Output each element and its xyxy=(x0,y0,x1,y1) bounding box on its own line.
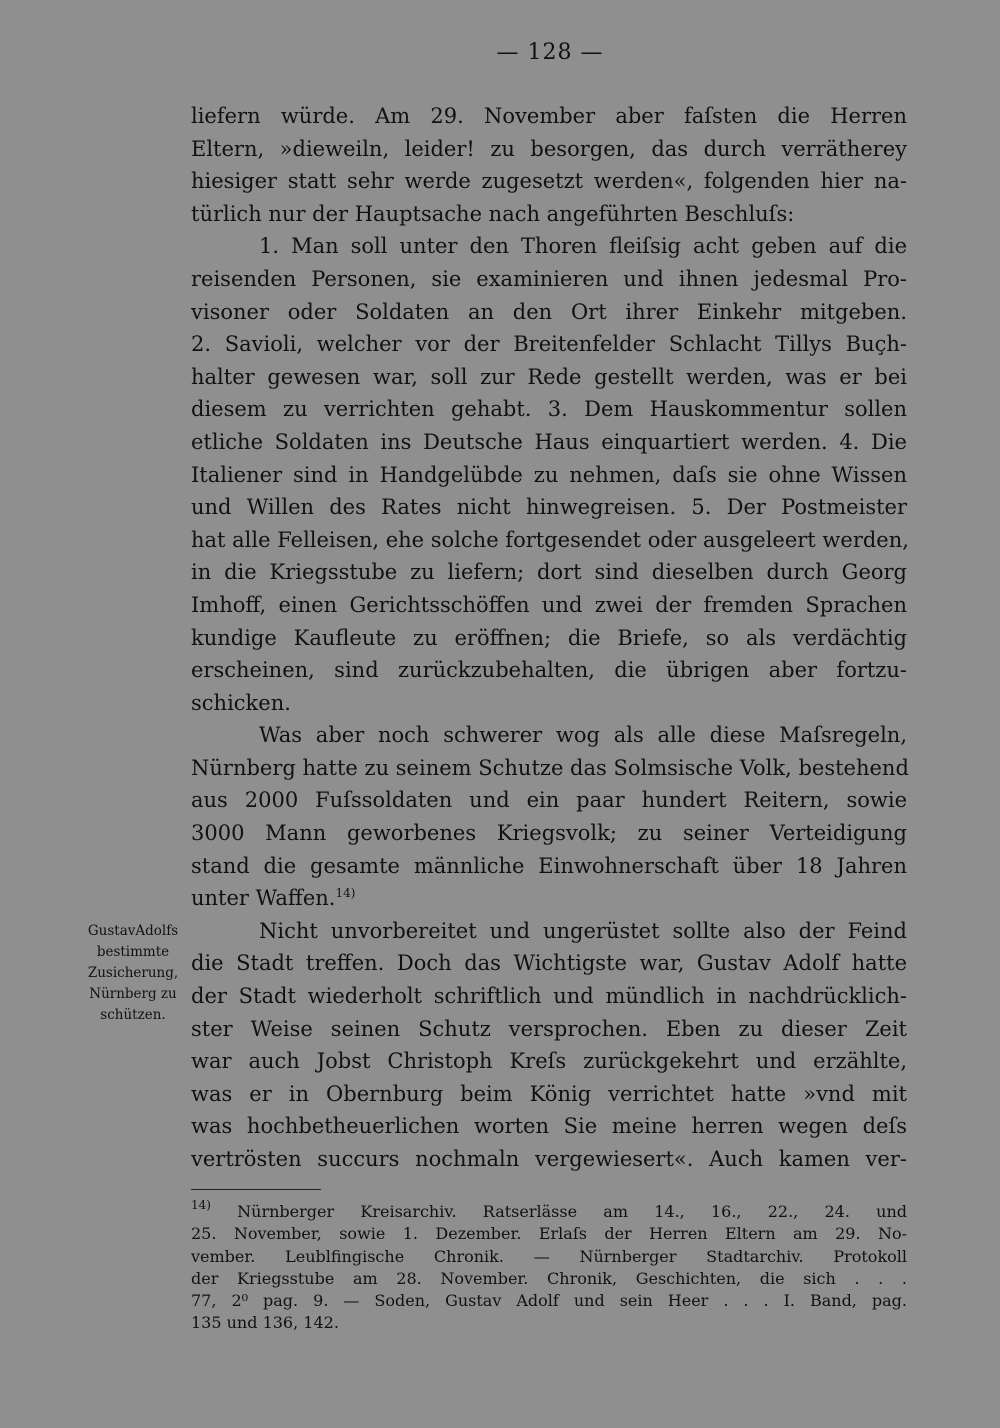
text-line-content: visoner oder Soldaten an den Ort ihrer Einkehr mitgeben. xyxy=(191,299,907,324)
text-line xyxy=(191,719,907,752)
text-line-content: schicken. xyxy=(191,690,291,715)
footnote-divider xyxy=(191,1189,321,1190)
text-line xyxy=(191,296,907,329)
text-line-content: 2. Savioli, welcher vor der Breitenfelder Schlacht Tillys Buçh- xyxy=(191,332,907,357)
footnotes xyxy=(191,1198,907,1335)
text-line xyxy=(191,687,907,720)
text-line-content: 1. Man soll unter den Thoren fleiſsig acht geben auf die xyxy=(259,234,907,259)
text-line xyxy=(191,915,907,948)
text-line-content: was er in Obernburg beim König verrichtet hatte »vnd mit xyxy=(191,1081,907,1106)
text-line xyxy=(191,230,907,263)
text-line-content: der Stadt wiederholt schriftlich und mündlich in nachdrücklich- xyxy=(191,984,907,1009)
footnote-line-content: 77, 2⁰ pag. 9. — Soden, Gustav Adolf und sein Heer . . . I. Band, pag. xyxy=(191,1291,907,1311)
margin-note-line: GustavAdolfs xyxy=(87,923,179,939)
footnote-line-content: vember. Leublfingische Chronik. — Nürnberger Stadtarchiv. Protokoll xyxy=(191,1246,907,1266)
footnote-reference: 14) xyxy=(335,886,356,901)
text-line-content: Nicht unvorbereitet und ungerüstet sollte also der Feind xyxy=(259,918,907,943)
text-line-content: 3000 Mann geworbenes Kriegsvolk; zu seiner Verteidigung xyxy=(191,821,907,846)
text-line-content: aus 2000 Fuſssoldaten und ein paar hundert Reitern, sowie xyxy=(191,788,907,813)
text-line-content: hat alle Felleisen, ehe solche fortgesendet oder ausgeleert werden, xyxy=(191,527,909,552)
margin-note-line: bestimmte xyxy=(96,944,170,960)
text-line xyxy=(191,654,907,687)
text-line xyxy=(191,589,907,622)
footnote-line xyxy=(191,1198,907,1223)
footnote-line xyxy=(191,1246,907,1268)
text-line-content: liefern würde. Am 29. November aber faſsten die Herren xyxy=(191,104,907,128)
margin-note-line: Zusicherung, xyxy=(87,965,179,981)
text-line-content: hiesiger statt sehr werde zugesetzt werden«, folgenden hier na- xyxy=(191,169,907,194)
text-line-content: türlich nur der Hauptsache nach angeführten Beschluſs: xyxy=(191,201,795,226)
text-line xyxy=(191,361,907,394)
text-line xyxy=(191,263,907,296)
margin-note xyxy=(78,921,188,1026)
text-line xyxy=(191,100,907,133)
text-line xyxy=(191,524,907,557)
text-line xyxy=(191,426,907,459)
footnote-line xyxy=(191,1223,907,1245)
text-line xyxy=(191,165,907,198)
text-line-content: ster Weise seinen Schutz versprochen. Eben zu dieser Zeit xyxy=(191,1016,907,1041)
text-line xyxy=(191,752,907,785)
text-line xyxy=(191,198,907,231)
text-line xyxy=(191,491,907,524)
text-line xyxy=(191,1078,907,1111)
text-line-content: was hochbetheuerlichen worten Sie meine herren wegen deſs xyxy=(191,1114,907,1139)
text-line-content: Nürnberg hatte zu seinem Schutze das Solmsische Volk, bestehend xyxy=(191,755,909,780)
text-line xyxy=(191,459,907,492)
text-line-content: vertrösten succurs nochmaln vergewiesert«. Auch kamen ver- xyxy=(191,1147,907,1171)
text-line-content: unter Waffen. xyxy=(191,886,336,911)
text-line-content: Italiener sind in Handgelübde zu nehmen, daſs sie ohne Wissen xyxy=(191,462,907,487)
text-line xyxy=(191,1045,907,1078)
text-line xyxy=(191,556,907,589)
text-line xyxy=(191,393,907,426)
footnote-line-content: Nürnberger Kreisarchiv. Ratserlässe am 14., 16., 22., 24. und xyxy=(210,1202,907,1221)
text-line-content: etliche Soldaten ins Deutsche Haus einquartiert werden. 4. Die xyxy=(191,429,907,454)
text-line-content: reisenden Personen, sie examinieren und ihnen jedesmal Pro- xyxy=(191,266,907,291)
margin-note-line: schützen. xyxy=(100,1007,166,1023)
text-line xyxy=(191,328,907,361)
text-line xyxy=(191,817,907,850)
text-line-content: Imhoff, einen Gerichtsschöffen und zwei der fremden Sprachen xyxy=(191,592,907,617)
footnote-line xyxy=(191,1268,907,1290)
footnote-line-content: 25. November, sowie 1. Dezember. Erlaſs der Herren Eltern am 29. No- xyxy=(191,1224,907,1244)
text-line-content: die Stadt treffen. Doch das Wichtigste war, Gustav Adolf hatte xyxy=(191,951,907,976)
text-line xyxy=(191,784,907,817)
footnote-line xyxy=(191,1290,907,1312)
margin-note-line: Nürnberg zu xyxy=(89,986,177,1002)
footnote-line-content: der Kriegsstube am 28. November. Chronik, Geschichten, die sich . . . xyxy=(191,1268,907,1288)
text-line-content: war auch Jobst Christoph Kreſs zurückgekehrt und erzählte, xyxy=(191,1049,907,1074)
text-line xyxy=(191,133,907,166)
footnote-line-content: 135 und 136, 142. xyxy=(191,1313,339,1333)
footnote-marker: 14) xyxy=(191,1198,211,1212)
text-line-content: stand die gesamte männliche Einwohnerschaft über 18 Jahren xyxy=(191,853,907,878)
footnote-line xyxy=(191,1312,907,1334)
text-line xyxy=(191,980,907,1013)
text-line-content: diesem zu verrichten gehabt. 3. Dem Hauskommentur sollen xyxy=(191,397,907,422)
text-line xyxy=(191,1143,907,1176)
text-line-content: kundige Kaufleute zu eröffnen; die Briefe, so als verdächtig xyxy=(191,625,907,650)
body-text xyxy=(191,100,907,1176)
text-line xyxy=(191,1110,907,1143)
page-number: — 128 — xyxy=(496,40,604,65)
text-line-content: in die Kriegsstube zu liefern; dort sind dieselben durch Georg xyxy=(191,560,907,585)
text-line-content: und Willen des Rates nicht hinwegreisen. 5. Der Postmeister xyxy=(191,495,907,520)
text-line-content: halter gewesen war, soll zur Rede gestellt werden, was er bei xyxy=(191,364,907,389)
text-line-content: Eltern, »dieweiln, leider! zu besorgen, das durch verrätherey xyxy=(191,136,907,161)
text-line-content: Was aber noch schwerer wog als alle diese Maſsregeln, xyxy=(259,723,907,748)
text-line xyxy=(191,947,907,980)
text-line-content: erscheinen, sind zurückzubehalten, die übrigen aber fortzu- xyxy=(191,658,907,683)
text-line xyxy=(191,850,907,883)
text-line xyxy=(191,1013,907,1046)
text-line xyxy=(191,622,907,655)
text-line xyxy=(191,882,907,915)
